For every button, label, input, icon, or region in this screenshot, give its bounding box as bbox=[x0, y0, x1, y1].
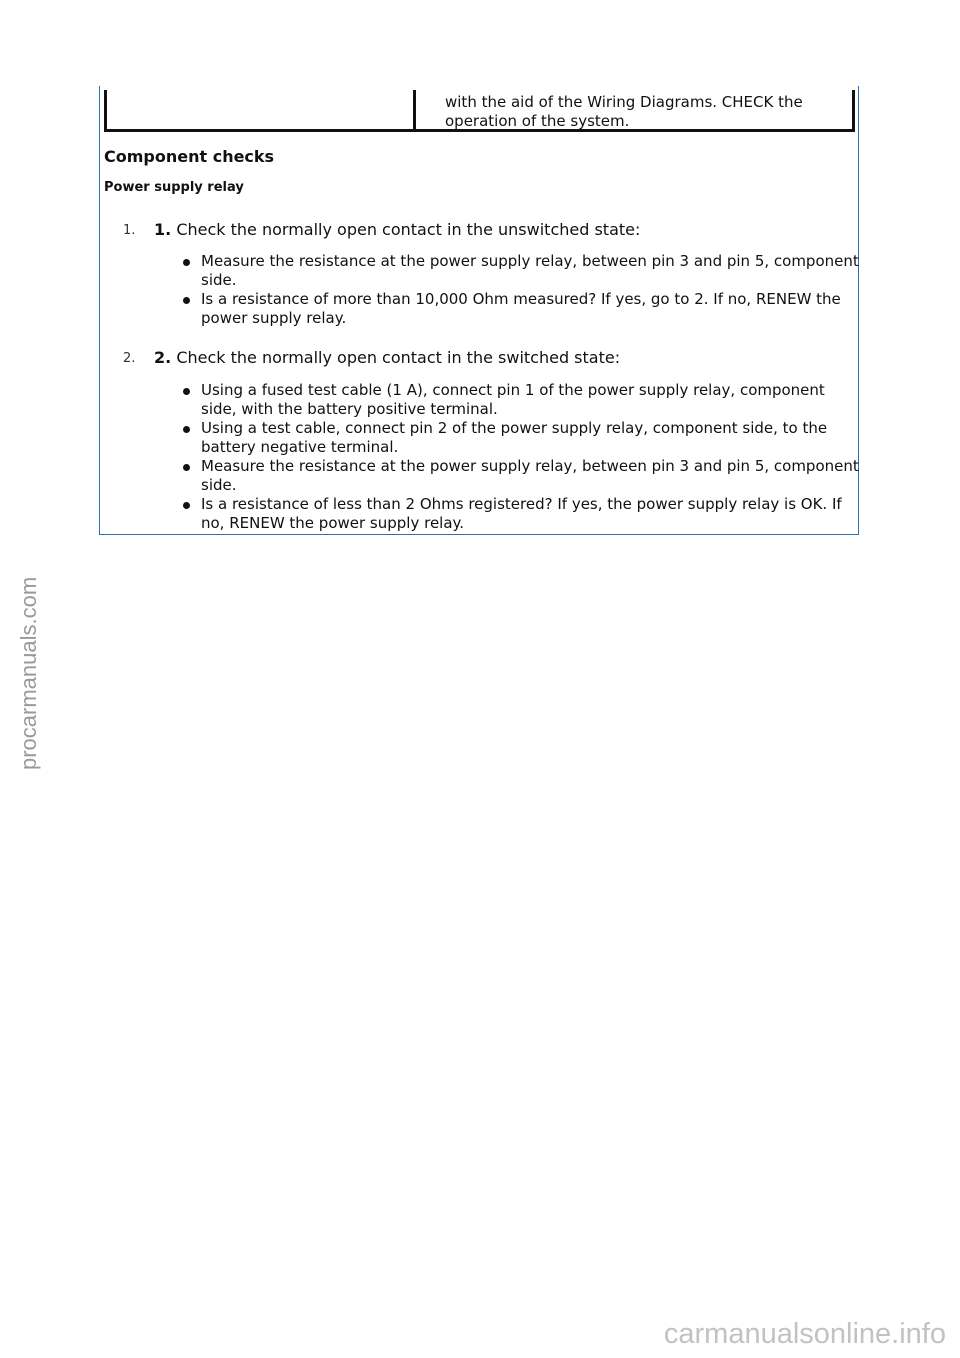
continued-table bbox=[104, 90, 855, 132]
list-item: Is a resistance of less than 2 Ohms registered? If yes, the power supply relay is OK. If no, RENEW the power supply relay. bbox=[180, 495, 860, 533]
side-watermark: procarmanuals.com bbox=[16, 576, 41, 770]
table-cell-text: with the aid of the Wiring Diagrams. CHECK the operation of the system. bbox=[445, 93, 803, 130]
table-column-divider bbox=[413, 90, 416, 129]
step-1-bullet-list bbox=[180, 252, 860, 328]
step-1-title bbox=[154, 220, 640, 239]
bullet-icon bbox=[183, 502, 190, 509]
step-1-title-number: 1. bbox=[154, 220, 172, 239]
bottom-watermark: carmanualsonline.info bbox=[663, 1318, 946, 1350]
step-1-title-text: Check the normally open contact in the unswitched state: bbox=[176, 220, 641, 239]
section-subheading: Power supply relay bbox=[104, 180, 244, 195]
list-item: Is a resistance of more than 10,000 Ohm measured? If yes, go to 2. If no, RENEW the power supply relay. bbox=[180, 290, 860, 328]
step-1-number: 1. bbox=[123, 223, 136, 238]
step-2-title bbox=[154, 348, 620, 367]
step-2-bullet-list bbox=[180, 381, 860, 533]
bullet-icon bbox=[183, 464, 190, 471]
step-2-title-number: 2. bbox=[154, 348, 172, 367]
bullet-icon bbox=[183, 259, 190, 266]
list-item: Using a test cable, connect pin 2 of the power supply relay, component side, to the battery negative terminal. bbox=[180, 419, 860, 457]
list-item: Measure the resistance at the power supply relay, between pin 3 and pin 5, component side. bbox=[180, 252, 860, 290]
section-heading: Component checks bbox=[104, 147, 275, 166]
list-item: Measure the resistance at the power supply relay, between pin 3 and pin 5, component side. bbox=[180, 457, 860, 495]
list-item: Using a fused test cable (1 A), connect pin 1 of the power supply relay, component side, with the battery positive terminal. bbox=[180, 381, 860, 419]
bullet-icon bbox=[183, 388, 190, 395]
step-2-number: 2. bbox=[123, 351, 136, 366]
step-2-title-text: Check the normally open contact in the switched state: bbox=[176, 348, 621, 367]
bullet-icon bbox=[183, 426, 190, 433]
bullet-icon bbox=[183, 297, 190, 304]
